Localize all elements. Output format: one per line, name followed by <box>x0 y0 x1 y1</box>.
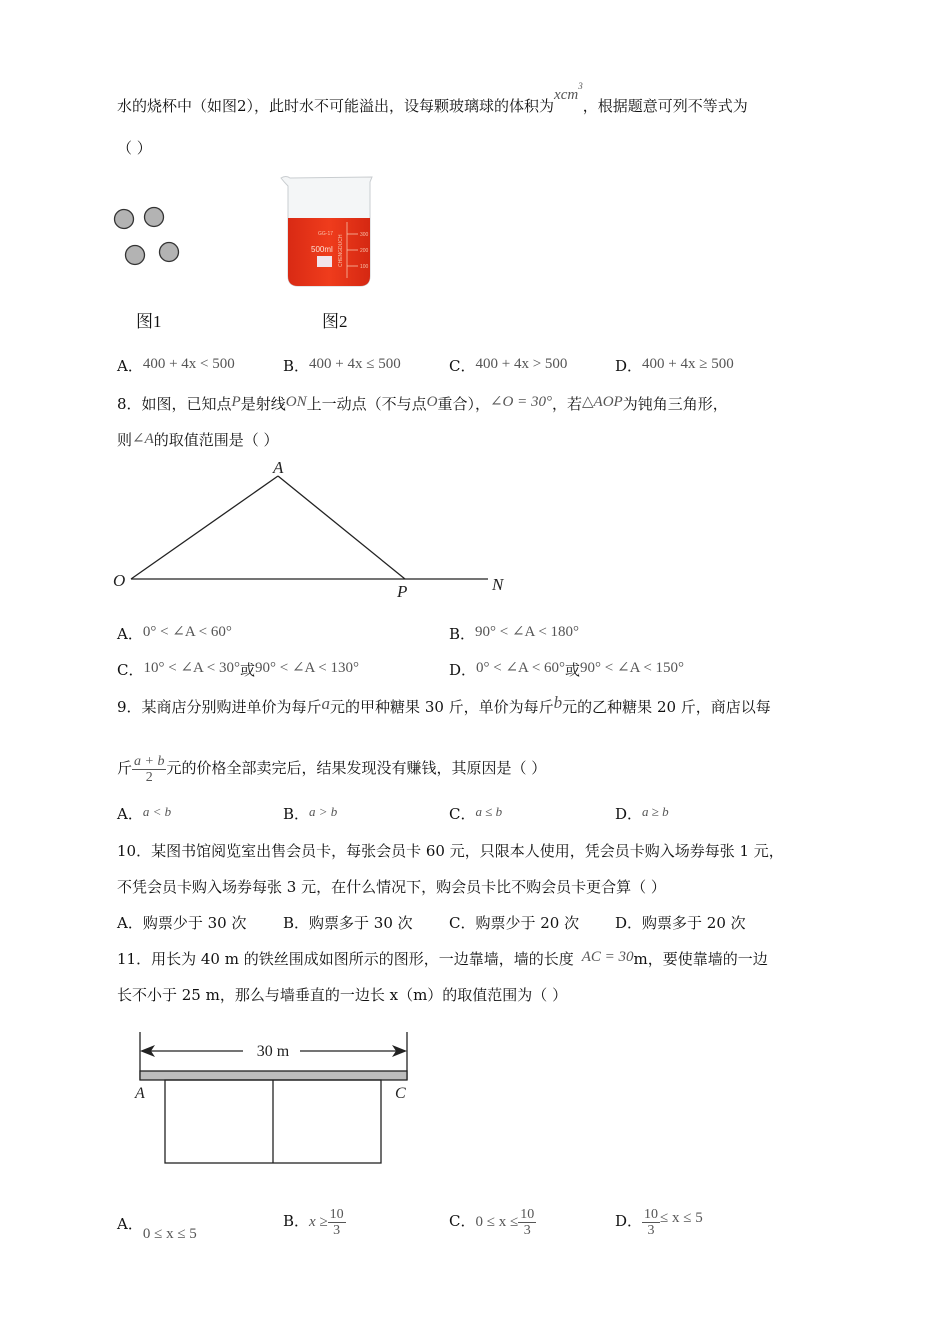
q11-stem-line2: 长不小于 25 m，那么与墙垂直的一边长 x（m）的取值范围为（ ） <box>117 986 568 1004</box>
option-letter: B． <box>283 914 310 932</box>
q8-stem-line2 <box>117 430 279 451</box>
option-fraction <box>518 1207 536 1238</box>
q7-unit-sup: 3 <box>578 81 583 91</box>
option-letter: A． <box>117 914 143 932</box>
option-text: 购票少于 20 次 <box>475 914 580 932</box>
option-expr: a ≤ b <box>475 804 503 819</box>
option-expr: 10° < ∠A < 30° <box>143 660 240 676</box>
q8-angle-o: ∠O = 30° <box>489 394 552 410</box>
q8-text: 为钝角三角形， <box>622 395 728 413</box>
frac-denominator: 3 <box>333 1222 341 1238</box>
q8-stem-line1 <box>117 394 728 415</box>
q8-angle-a: ∠A <box>132 431 154 447</box>
option-letter: C． <box>449 357 476 375</box>
label-o: O <box>113 571 126 590</box>
dimension-label: 30 m <box>256 1043 290 1060</box>
triangle-aop-figure <box>100 450 520 600</box>
q9-stem-line1 <box>117 693 771 717</box>
label-n: N <box>492 575 504 594</box>
q11-option-b[interactable] <box>283 1203 346 1240</box>
option-letter: D． <box>615 805 643 823</box>
option-or: 或 <box>239 661 255 679</box>
option-expr: a < b <box>142 804 172 819</box>
beaker-code: GG-17 <box>318 231 334 237</box>
q7-option-c[interactable] <box>449 356 567 377</box>
option-letter: B． <box>449 625 476 643</box>
q10-option-b[interactable] <box>283 913 413 933</box>
q8-text: 则 <box>117 431 133 449</box>
option-text: 购票少于 30 次 <box>142 914 247 932</box>
beaker-label-box <box>317 256 332 267</box>
frac-numerator: 10 <box>644 1206 659 1222</box>
beaker-brand: CHENGDUCH <box>338 234 344 267</box>
frac-numerator: a + b <box>134 753 165 769</box>
svg-text:100: 100 <box>360 264 369 270</box>
option-letter: A． <box>117 805 143 823</box>
option-text: 购票多于 20 次 <box>642 914 746 932</box>
option-expr: a > b <box>309 804 338 819</box>
q8-triangle: △AOP <box>582 394 623 410</box>
q7-stem-line1 <box>117 81 748 117</box>
frac-numerator: 10 <box>329 1206 344 1222</box>
option-letter: A． <box>117 625 143 643</box>
q9-option-c[interactable] <box>449 804 502 825</box>
q9-text: 元的乙种糖果 20 斤，商店以每 <box>562 698 771 716</box>
label-c: C <box>395 1085 406 1102</box>
option-expr: 0° < ∠A < 60° <box>476 660 566 676</box>
option-expr: 90° < ∠A < 130° <box>255 660 359 676</box>
option-expr: 0 ≤ x ≤ <box>475 1214 519 1230</box>
q8-text: ，若 <box>551 395 582 413</box>
option-expr: 0° < ∠A < 60° <box>142 624 232 640</box>
q9-fraction <box>132 754 166 785</box>
option-letter: A． <box>117 357 143 375</box>
figure2-caption: 图2 <box>322 312 348 331</box>
q10-option-a[interactable] <box>117 913 246 933</box>
option-letter: B． <box>283 357 310 375</box>
option-letter: A． <box>117 1215 143 1233</box>
q10-stem-line1: 10．某图书馆阅览室出售会员卡，每张会员卡 60 元，只限本人使用，凭会员卡购入场券每张 1 元， <box>117 842 784 860</box>
q7-option-b[interactable] <box>283 356 401 377</box>
option-expr: 400 + 4x > 500 <box>475 356 568 372</box>
q7-stem-line2: （ ） <box>117 139 152 157</box>
q8-text: 的取值范围是（ ） <box>153 431 279 449</box>
q10-option-c[interactable] <box>449 913 579 933</box>
option-letter: B． <box>283 805 310 823</box>
option-letter: D． <box>615 1212 643 1230</box>
fence-wall-figure <box>120 1020 430 1170</box>
q9-text: 斤 <box>117 759 133 777</box>
q11-stem-line1 <box>117 949 768 970</box>
option-letter: D． <box>615 357 643 375</box>
figure1-caption: 图1 <box>136 312 162 331</box>
option-expr: 0 ≤ x ≤ 5 <box>142 1226 197 1242</box>
option-expr: 400 + 4x ≥ 500 <box>642 356 734 372</box>
option-letter: C． <box>117 661 144 679</box>
q8-option-c[interactable] <box>117 660 359 681</box>
option-expr: 90° < ∠A < 180° <box>475 624 580 640</box>
q11-option-c[interactable] <box>449 1203 536 1240</box>
q9-stem-line2 <box>117 750 546 786</box>
svg-text:300: 300 <box>360 232 369 238</box>
q10-option-d[interactable] <box>615 913 746 933</box>
q9-text: 9．某商店分别购进单价为每斤 <box>117 698 322 716</box>
q7-unit <box>554 81 583 103</box>
q8-text: 上一动点（不与点 <box>306 395 427 413</box>
beaker-figure <box>278 172 378 290</box>
frac-numerator: 10 <box>520 1206 535 1222</box>
q11-option-d[interactable] <box>615 1203 703 1240</box>
q8-var-p: P <box>231 394 241 410</box>
q11-text: 11．用长为 40 m 的铁丝围成如图所示的图形，一边靠墙，墙的长度 <box>117 950 574 968</box>
option-letter: C． <box>449 1212 476 1230</box>
label-a: A <box>273 458 284 477</box>
frac-denominator: 2 <box>145 769 153 785</box>
frac-denominator: 3 <box>523 1222 531 1238</box>
option-letter: C． <box>449 805 476 823</box>
option-fraction <box>328 1207 346 1238</box>
label-a: A <box>135 1085 145 1102</box>
q8-text: 8．如图，已知点 <box>117 395 232 413</box>
q11-option-a[interactable] <box>117 1214 197 1242</box>
q10-stem-line2: 不凭会员卡购入场券每张 3 元，在什么情况下，购会员卡比不购会员卡更合算（ ） <box>117 878 666 896</box>
label-p: P <box>397 582 408 601</box>
option-fraction <box>642 1207 660 1238</box>
option-expr: ≤ x ≤ 5 <box>660 1210 703 1226</box>
option-expr: 400 + 4x < 500 <box>142 356 235 372</box>
q8-option-d[interactable] <box>449 660 684 681</box>
q9-var-b: b <box>553 693 563 712</box>
q7-stem-text: 水的烧杯中（如图2），此时水不可能溢出，设每颗玻璃球的体积为 <box>117 97 555 115</box>
wall <box>140 1071 407 1080</box>
q9-option-b[interactable] <box>283 804 337 825</box>
option-expr: x ≥ <box>309 1214 328 1230</box>
q8-var-on: ON <box>285 394 307 410</box>
q8-option-a[interactable] <box>117 624 232 645</box>
option-letter: D． <box>449 661 477 679</box>
q8-option-b[interactable] <box>449 624 579 645</box>
option-letter: C． <box>449 914 476 932</box>
option-or: 或 <box>565 661 581 679</box>
option-letter: B． <box>283 1212 310 1230</box>
beaker-volume-label: 500ml <box>311 245 333 254</box>
option-letter: D． <box>615 914 643 932</box>
q9-option-d[interactable] <box>615 804 669 825</box>
option-expr: 90° < ∠A < 150° <box>580 660 685 676</box>
q8-var-o: O <box>426 394 438 410</box>
q8-text: 是射线 <box>240 395 286 413</box>
q7-unit-text: xcm <box>554 87 579 103</box>
q9-text: 元的价格全部卖完后，结果发现没有赚钱，其原因是（ ） <box>166 759 547 777</box>
glass-balls-figure <box>105 200 185 270</box>
option-expr: 400 + 4x ≤ 500 <box>309 356 401 372</box>
frac-denominator: 3 <box>647 1222 655 1238</box>
q11-text: m，要使靠墙的一边 <box>633 950 768 968</box>
svg-text:200: 200 <box>360 248 369 254</box>
q7-option-d[interactable] <box>615 356 734 377</box>
option-text: 购票多于 30 次 <box>309 914 413 932</box>
q7-stem-text-b: ，根据题意可列不等式为 <box>582 97 748 115</box>
q9-var-a: a <box>321 694 331 713</box>
q7-option-a[interactable] <box>117 356 235 377</box>
q11-ac-expr: AC = 30 <box>581 949 634 965</box>
q8-text: 重合）， <box>437 395 490 413</box>
q9-option-a[interactable] <box>117 804 171 825</box>
option-expr: a ≥ b <box>642 804 669 819</box>
q9-text: 元的甲种糖果 30 斤，单价为每斤 <box>330 698 554 716</box>
